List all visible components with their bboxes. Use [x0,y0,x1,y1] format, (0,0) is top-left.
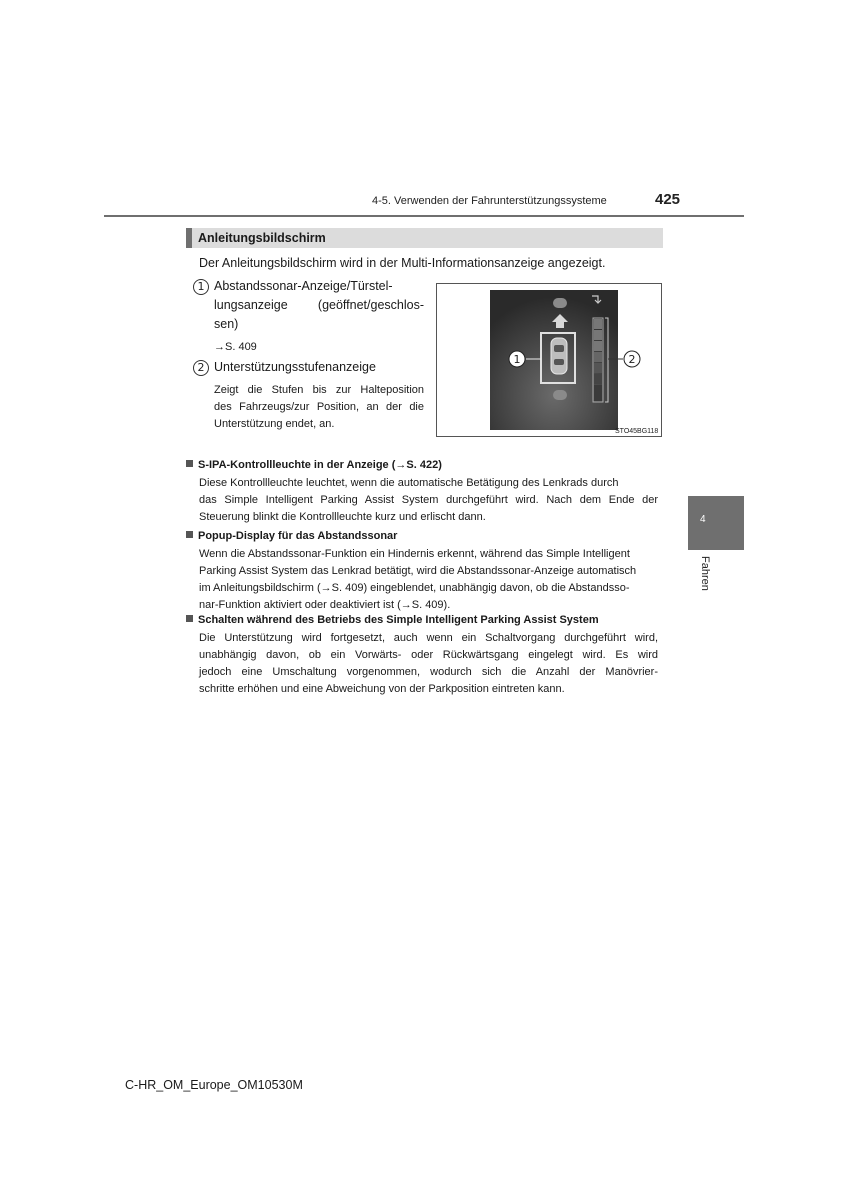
body-line: nar-Funktion aktiviert oder deaktiviert ist (→S. 409). [199,599,451,611]
item-1-description [214,277,424,334]
subsection-title [186,459,442,471]
subsection-title-text: Popup-Display für das Abstandssonar [198,530,398,542]
body-line: Diese Kontrollleuchte leuchtet, wenn die automatische Betätigung des Lenkrads durch [199,477,619,489]
item-1-line: lungsanzeige (geöffnet/geschlos- [214,298,424,312]
body-line: Parking Assist System das Lenkrad betätigt, wird die Abstandssonar-Anzeige automatisch [199,565,637,577]
subsection-body [199,475,658,526]
item-2-line: Zeigt die Stufen bis zur Halteposition [214,384,424,396]
body-line: das Simple Intelligent Parking Assist System durchgeführt wird. Nach dem Ende der [199,494,658,506]
body-line: Steuerung blinkt die Kontrollleuchte kurz und erlischt dann. [199,511,486,523]
car-top-view-icon [551,338,567,374]
header-rule [104,215,744,217]
assist-level-bar [593,318,603,402]
section-heading: Anleitungsbildschirm [198,231,326,245]
subsection-title [186,614,599,626]
callout-number-2: 2 [193,360,209,376]
item-1-line: sen) [214,317,239,331]
item-2-description [214,382,424,433]
item-2-line: Unterstützung endet, an. [214,418,335,430]
subsection-body [199,546,658,614]
intro-text: Der Anleitungsbildschirm wird in der Multi-Informationsanzeige angezeigt. [199,256,606,270]
chapter-label: Fahren [699,556,711,591]
guidance-screen-figure [436,283,662,437]
chapter-number: 4 [700,514,706,525]
section-heading-bar [186,228,663,248]
item-1-line: Abstandssonar-Anzeige/Türstel- [214,279,393,293]
subsection-title [186,530,397,542]
body-line: im Anleitungsbildschirm (→S. 409) eingeblendet, unabhängig davon, ob die Abstandsso- [199,582,630,594]
heading-marker [186,228,192,248]
square-bullet-icon [186,615,193,622]
body-line: jedoch eine Umschaltung vorgenommen, wodurch sich die Anzahl der Manövrier- [199,666,658,678]
document-code-footer: C-HR_OM_Europe_OM10530M [125,1078,303,1092]
item-1-page-reference: →S. 409 [214,341,257,353]
rear-sensor-indicator [553,390,567,400]
multi-information-display-illustration [437,284,661,436]
body-line: Die Unterstützung wird fortgesetzt, auch wenn ein Schaltvorgang durchgeführt wird, [199,632,658,644]
item-2-line: des Fahrzeugs/zur Position, an der die [214,401,424,413]
callout-label-2: 2 [628,353,636,366]
square-bullet-icon [186,460,193,467]
figure-code: STO45BG118 [615,428,659,435]
front-sensor-indicator [553,298,567,308]
body-line: Wenn die Abstandssonar-Funktion ein Hindernis erkennt, während das Simple Intelligent [199,548,630,560]
subsection-title-text: Schalten während des Betriebs des Simple Intelligent Parking Assist System [198,614,599,626]
page-number: 425 [655,191,681,208]
item-2-title: Unterstützungsstufenanzeige [214,360,376,374]
subsection-body [199,630,658,698]
body-line: unabhängig davon, ob ein Vorwärts- oder Rückwärtsgang eingelegt wird. Es wird [199,649,658,661]
body-line: schritte erhöhen und eine Abweichung von der Parkposition eintreten kann. [199,683,565,695]
callout-number-1: 1 [193,279,209,295]
chapter-tab [688,496,744,550]
running-header: 4-5. Verwenden der Fahrunterstützungssysteme [372,195,607,207]
square-bullet-icon [186,531,193,538]
subsection-title-text: S-IPA-Kontrollleuchte in der Anzeige (→S. 422) [198,459,442,471]
callout-label-1: 1 [513,353,521,366]
